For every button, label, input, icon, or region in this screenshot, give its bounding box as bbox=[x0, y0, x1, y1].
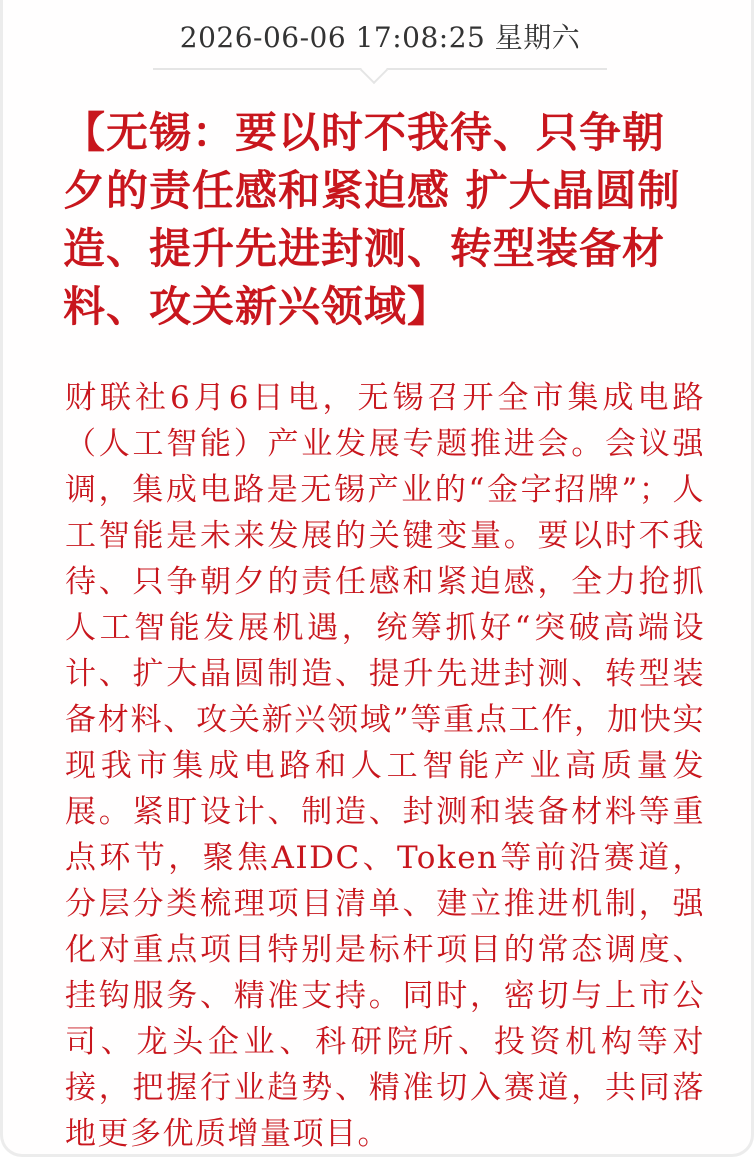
divider-notch bbox=[360, 56, 388, 84]
headline: 【无锡：要以时不我待、只争朝夕的责任感和紧迫感 扩大晶圆制造、提升先进封测、转型装备材料、攻关新兴领域】 bbox=[63, 108, 681, 331]
article-body: 财联社6月6日电，无锡召开全市集成电路（人工智能）产业发展专题推进会。会议强调，集成电路是无锡产业的“金字招牌”；人工智能是未来发展的关键变量。要以时不我待、只争朝夕的责任感和紧迫感，全力抢抓人工智能发展机遇，统筹抓好“突破高端设计、扩大晶圆制造、提升先进封测、转型装备材料、攻关新兴领域”等重点工作，加快实现我市集成电路和人工智能产业高质量发展。紧盯设计、制造、封测和装备材料等重点环节，聚焦AIDC、Token等前沿赛道，分层分类梳理项目清单、建立推进机制，强化对重点项目特别是标杆项目的常态调度、挂钩服务、精准支持。同时，密切与上市公司、龙头企业、科研院所、投资机构等对接，把握行业趋势、精准切入赛道，共同落地更多优质增量项目。 bbox=[65, 380, 705, 1152]
datetime-label: 2026-06-06 17:08:25 星期六 bbox=[179, 21, 581, 54]
